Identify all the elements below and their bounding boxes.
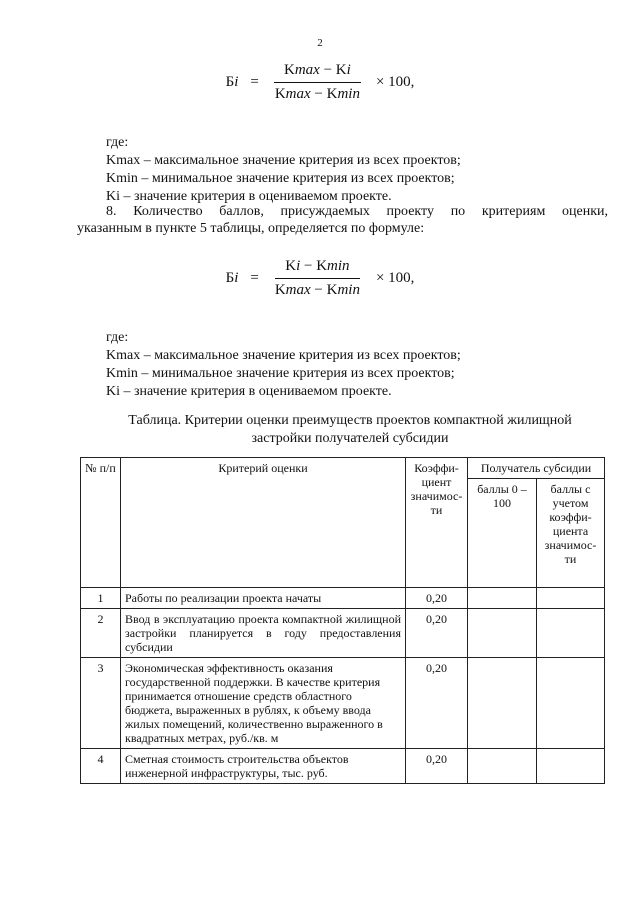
row-points (468, 658, 537, 749)
formula-fraction (265, 62, 370, 103)
row-num: 2 (81, 609, 121, 658)
formula-multiplier: × 100, (375, 270, 415, 286)
formula-multiplier: × 100, (375, 74, 415, 90)
table-caption-line1: Таблица. Критерии оценки преимуществ проектов компактной жилищной (128, 413, 572, 428)
row-criterion: Ввод в эксплуатацию проекта компактной жилищной застройки планируется в году предоставления субсидии (121, 609, 406, 658)
formula-numerator: Kmax − Ki (274, 62, 361, 83)
formula-denominator: Kmax − Kmin (274, 282, 360, 298)
legend-ki: Ki – значение критерия в оцениваемом проекте. (106, 189, 392, 204)
table-caption-line2: застройки получателей субсидии (251, 431, 449, 446)
legend-where: где: (106, 330, 129, 345)
row-coef: 0,20 (406, 609, 468, 658)
legend-ki: Ki – значение критерия в оцениваемом проекте. (106, 384, 392, 399)
legend-where: где: (106, 135, 129, 150)
formula-numerator: Ki − Kmin (275, 258, 359, 279)
header-points: баллы 0 – 100 (468, 479, 537, 588)
row-coef: 0,20 (406, 658, 468, 749)
criteria-table (80, 457, 605, 784)
legend-kmin: Kmin – минимальное значение критерия из всех проектов; (106, 171, 455, 186)
equals-sign: = (250, 270, 259, 286)
row-coef: 0,20 (406, 588, 468, 609)
page-number: 2 (317, 37, 323, 49)
row-weighted (537, 588, 605, 609)
formula-lhs: Бi (225, 74, 239, 90)
header-points-weighted: баллы с учетом коэффи-циента значимос-ти (537, 479, 605, 588)
header-recipient: Получатель субсидии (468, 458, 605, 479)
paragraph-8-line2: указанным в пункте 5 таблицы, определяется по формуле: (77, 221, 425, 236)
table-row (81, 609, 605, 658)
row-points (468, 749, 537, 784)
paragraph-8-line1: 8. Количество баллов, присуждаемых проекту по критериям оценки, (106, 204, 608, 219)
formula-fraction (265, 258, 370, 299)
table-row (81, 588, 605, 609)
legend-kmin: Kmin – минимальное значение критерия из всех проектов; (106, 366, 455, 381)
legend-kmax: Kmax – максимальное значение критерия из всех проектов; (106, 153, 461, 168)
row-num: 4 (81, 749, 121, 784)
row-weighted (537, 658, 605, 749)
header-num: № п/п (81, 458, 121, 588)
formula-lhs: Бi (225, 270, 239, 286)
table-row (81, 749, 605, 784)
formula-score-min (0, 258, 640, 299)
row-criterion: Работы по реализации проекта начаты (121, 588, 406, 609)
row-weighted (537, 609, 605, 658)
equals-sign: = (250, 74, 259, 90)
formula-score-max (0, 62, 640, 103)
header-criterion: Критерий оценки (121, 458, 406, 588)
row-weighted (537, 749, 605, 784)
row-num: 1 (81, 588, 121, 609)
row-coef: 0,20 (406, 749, 468, 784)
table-header-row (81, 458, 605, 479)
table-row (81, 658, 605, 749)
row-criterion: Сметная стоимость строительства объектов инженерной инфраструктуры, тыс. руб. (121, 749, 406, 784)
legend-kmax: Kmax – максимальное значение критерия из всех проектов; (106, 348, 461, 363)
header-coefficient: Коэффи-циент значимос-ти (406, 458, 468, 588)
row-criterion: Экономическая эффективность оказания государственной поддержки. В качестве критерия принимается отношение средств областного бюджета, выраженных в рублях, к объему ввода жилых помещений, количественно выраженного в квадратных метрах, руб./кв. м (121, 658, 406, 749)
row-points (468, 609, 537, 658)
row-points (468, 588, 537, 609)
formula-denominator: Kmax − Kmin (274, 86, 360, 102)
row-num: 3 (81, 658, 121, 749)
